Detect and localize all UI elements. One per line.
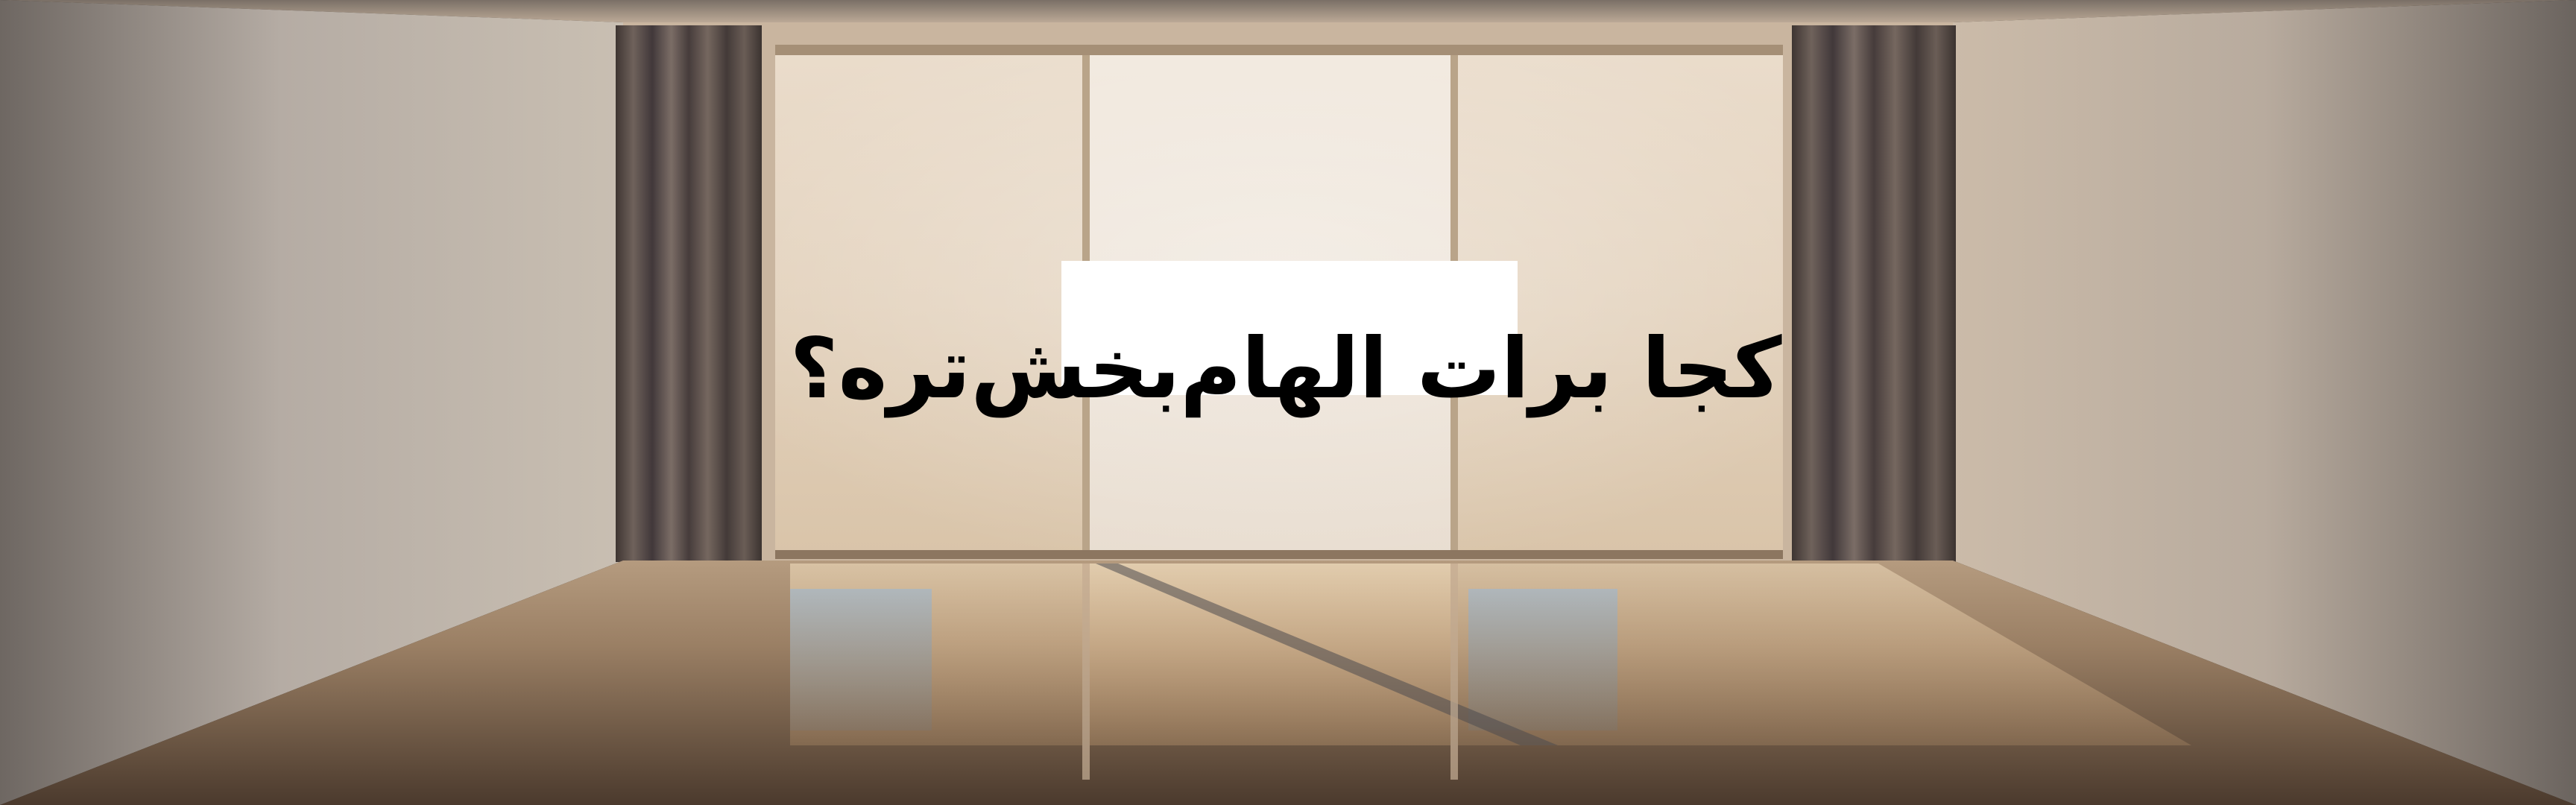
reflection-right	[1468, 589, 1617, 730]
headline-text: کجا برات الهام‌بخش‌تره؟	[789, 321, 1782, 417]
curtain-right	[1792, 25, 1956, 562]
reflection-left	[790, 589, 932, 730]
window-header	[775, 45, 1783, 55]
reflection-mullion-right	[1450, 564, 1458, 780]
window-sill	[775, 550, 1783, 559]
sun-patch-center	[1090, 564, 1450, 745]
curtain-left	[616, 25, 762, 562]
reflection-mullion-left	[1082, 564, 1090, 780]
